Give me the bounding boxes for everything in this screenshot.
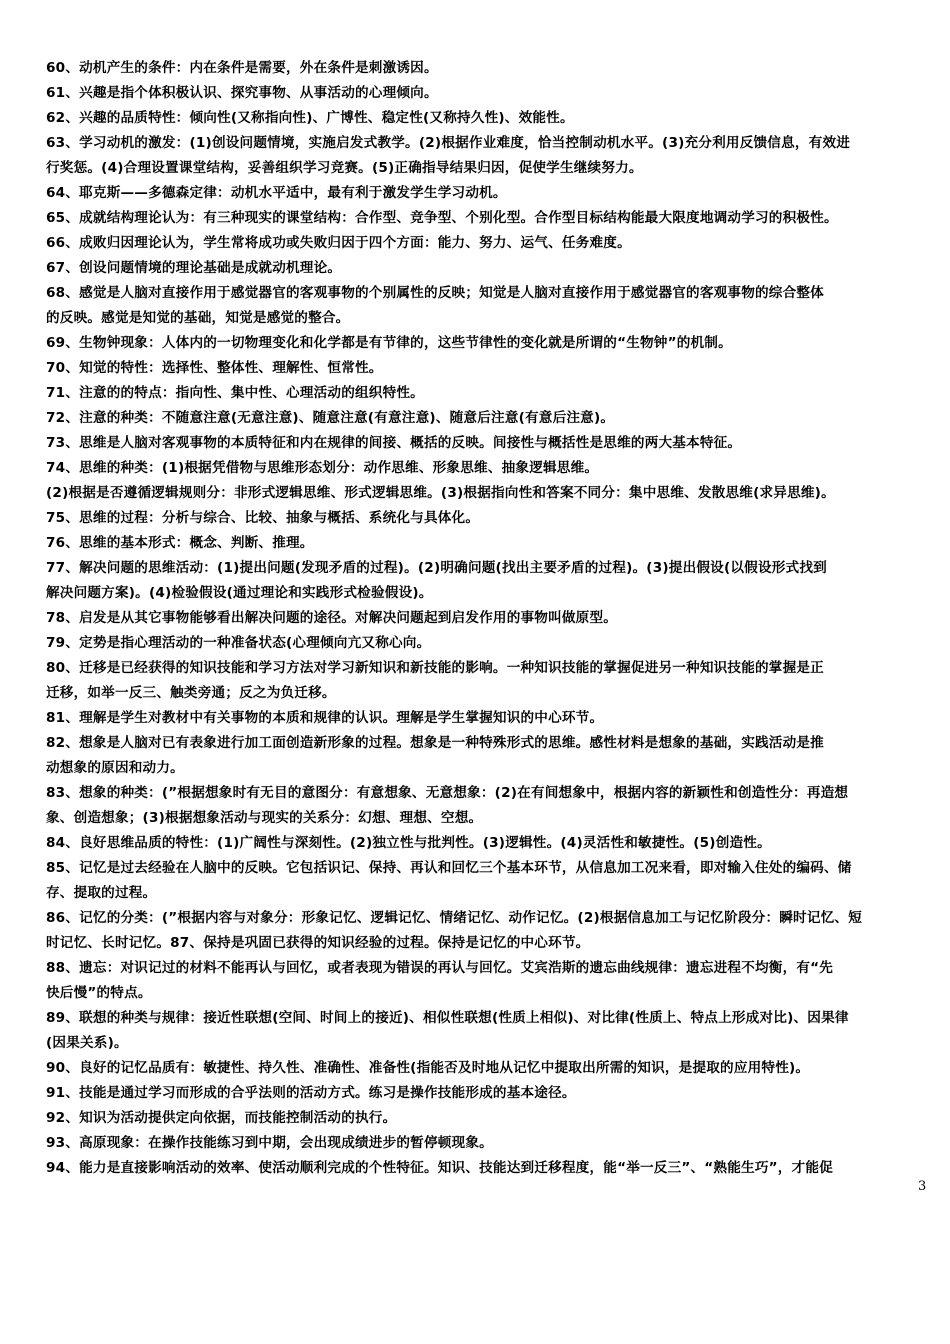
text-line: 64、耶克斯——多德森定律：动机水平适中，最有利于激发学生学习动机。 (46, 185, 507, 201)
text-line: 86、记忆的分类：(”根据内容与对象分：形象记忆、逻辑记忆、情绪记忆、动作记忆。(2)根据信息加工与记忆阶段分：瞬时记忆、短 (46, 910, 862, 926)
text-line: 91、技能是通过学习而形成的合乎法则的活动方式。练习是操作技能形成的基本途径。 (46, 1085, 576, 1101)
text-line: 60、动机产生的条件：内在条件是需要，外在条件是刺激诱因。 (46, 60, 438, 76)
text-line: 时记忆、长时记忆。87、保持是巩固已获得的知识经验的过程。保持是记忆的中心环节。 (46, 935, 590, 951)
text-line: (2)根据是否遵循逻辑规则分：非形式逻辑思维、形式逻辑思维。(3)根据指向性和答案不同分：集中思维、发散思维(求异思维)。 (46, 485, 835, 501)
text-line: 的反映。感觉是知觉的基础，知觉是感觉的整合。 (46, 310, 350, 326)
text-line: 动想象的原因和动力。 (46, 760, 184, 776)
text-line: 92、知识为活动提供定向依据，而技能控制活动的执行。 (46, 1110, 397, 1126)
text-line: 73、思维是人脑对客观事物的本质特征和内在规律的间接、概括的反映。间接性与概括性是思维的两大基本特征。 (46, 435, 742, 451)
text-line: 93、高原现象：在操作技能练习到中期，会出现成绩进步的暂停顿现象。 (46, 1135, 493, 1151)
text-line: 69、生物钟现象：人体内的一切物理变化和化学都是有节律的，这些节律性的变化就是所谓的“生物钟”的机制。 (46, 335, 732, 351)
text-line: 象、创造想象；(3)根据想象活动与现实的关系分：幻想、理想、空想。 (46, 810, 483, 826)
document-body (46, 56, 930, 1181)
text-line: 快后慢”的特点。 (46, 985, 152, 1001)
text-line: 76、思维的基本形式：概念、判断、推理。 (46, 535, 314, 551)
text-line: 78、启发是从其它事物能够看出解决问题的途径。对解决问题起到启发作用的事物叫做原型。 (46, 610, 618, 626)
text-line: 行奖惩。(4)合理设置课堂结构，妥善组织学习竞赛。(5)正确指导结果归因，促使学生继续努力。 (46, 160, 643, 176)
text-line: 67、创设问题情境的理论基础是成就动机理论。 (46, 260, 342, 276)
text-line: 84、良好思维品质的特性：(1)广阔性与深刻性。(2)独立性与批判性。(3)逻辑性。(4)灵活性和敏捷性。(5)创造性。 (46, 835, 771, 851)
text-line: 存、提取的过程。 (46, 885, 157, 901)
text-line: 77、解决问题的思维活动：(1)提出问题(发现矛盾的过程)。(2)明确问题(找出主要矛盾的过程)。(3)提出假设(以假设形式找到 (46, 560, 827, 576)
text-line: 71、注意的的特点：指向性、集中性、心理活动的组织特性。 (46, 385, 424, 401)
text-line: 65、成就结构理论认为：有三种现实的课堂结构：合作型、竞争型、个别化型。合作型目标结构能最大限度地调动学习的积极性。 (46, 210, 838, 226)
text-line: 89、联想的种类与规律：接近性联想(空间、时间上的接近)、相似性联想(性质上相似)、对比律(性质上、特点上形成对比)、因果律 (46, 1010, 849, 1026)
text-line: 70、知觉的特性：选择性、整体性、理解性、恒常性。 (46, 360, 383, 376)
text-line: 85、记忆是过去经验在人脑中的反映。它包括识记、保持、再认和回忆三个基本环节，从信息加工况来看，即对输入住处的编码、储 (46, 860, 852, 876)
text-line: 迁移，如举一反三、触类旁通；反之为负迁移。 (46, 685, 336, 701)
text-line: 74、思维的种类：(1)根据凭借物与思维形态划分：动作思维、形象思维、抽象逻辑思维。 (46, 460, 599, 476)
text-line: 94、能力是直接影响活动的效率、使活动顺利完成的个性特征。知识、技能达到迁移程度，能“举一反三”、“熟能生巧”，才能促 (46, 1160, 833, 1176)
text-line: 79、定势是指心理活动的一种准备状态(心理倾向亢又称心向。 (46, 635, 431, 651)
text-line: 88、遗忘：对识记过的材料不能再认与回忆，或者表现为错误的再认与回忆。艾宾浩斯的遗忘曲线规律：遗忘进程不均衡，有“先 (46, 960, 834, 976)
text-line: 81、理解是学生对教材中有关事物的本质和规律的认识。理解是学生掌握知识的中心环节。 (46, 710, 604, 726)
text-line: 62、兴趣的品质特性：倾向性(又称指向性)、广博性、稳定性(又称持久性)、效能性。 (46, 110, 574, 126)
text-line: 82、想象是人脑对已有表象进行加工面创造新形象的过程。想象是一种特殊形式的思维。感性材料是想象的基础，实践活动是推 (46, 735, 824, 751)
text-line: 90、良好的记忆品质有：敏捷性、持久性、准确性、准备性(指能否及时地从记忆中提取出所需的知识，是提取的应用特性)。 (46, 1060, 810, 1076)
text-line: 80、迁移是已经获得的知识技能和学习方法对学习新知识和新技能的影响。一种知识技能的掌握促进另一种知识技能的掌握是正 (46, 660, 824, 676)
text-line: 66、成败归因理论认为，学生常将成功或失败归因于四个方面：能力、努力、运气、任务难度。 (46, 235, 631, 251)
text-line: 61、兴趣是指个体积极认识、探究事物、从事活动的心理倾向。 (46, 85, 438, 101)
text-line: 68、感觉是人脑对直接作用于感觉器官的客观事物的个别属性的反映；知觉是人脑对直接作用于感觉器官的客观事物的综合整体 (46, 285, 824, 301)
text-line: 63、学习动机的激发：(1)创设问题情境，实施启发式教学。(2)根据作业难度，恰当控制动机水平。(3)充分利用反馈信息，有效进 (46, 135, 851, 151)
text-line: 解决问题方案)。(4)检验假设(通过理论和实践形式检验假设)。 (46, 585, 433, 601)
text-line: 72、注意的种类：不随意注意(无意注意)、随意注意(有意注意)、随意后注意(有意后注意)。 (46, 410, 615, 426)
text-line: 75、思维的过程：分析与综合、比较、抽象与概括、系统化与具体化。 (46, 510, 480, 526)
text-line: (因果关系)。 (46, 1035, 128, 1051)
page-number: 3 (918, 1179, 927, 1194)
text-line: 83、想象的种类：(”根据想象时有无目的意图分：有意想象、无意想象：(2)在有间想象中，根据内容的新颖性和创造性分：再造想 (46, 785, 849, 801)
